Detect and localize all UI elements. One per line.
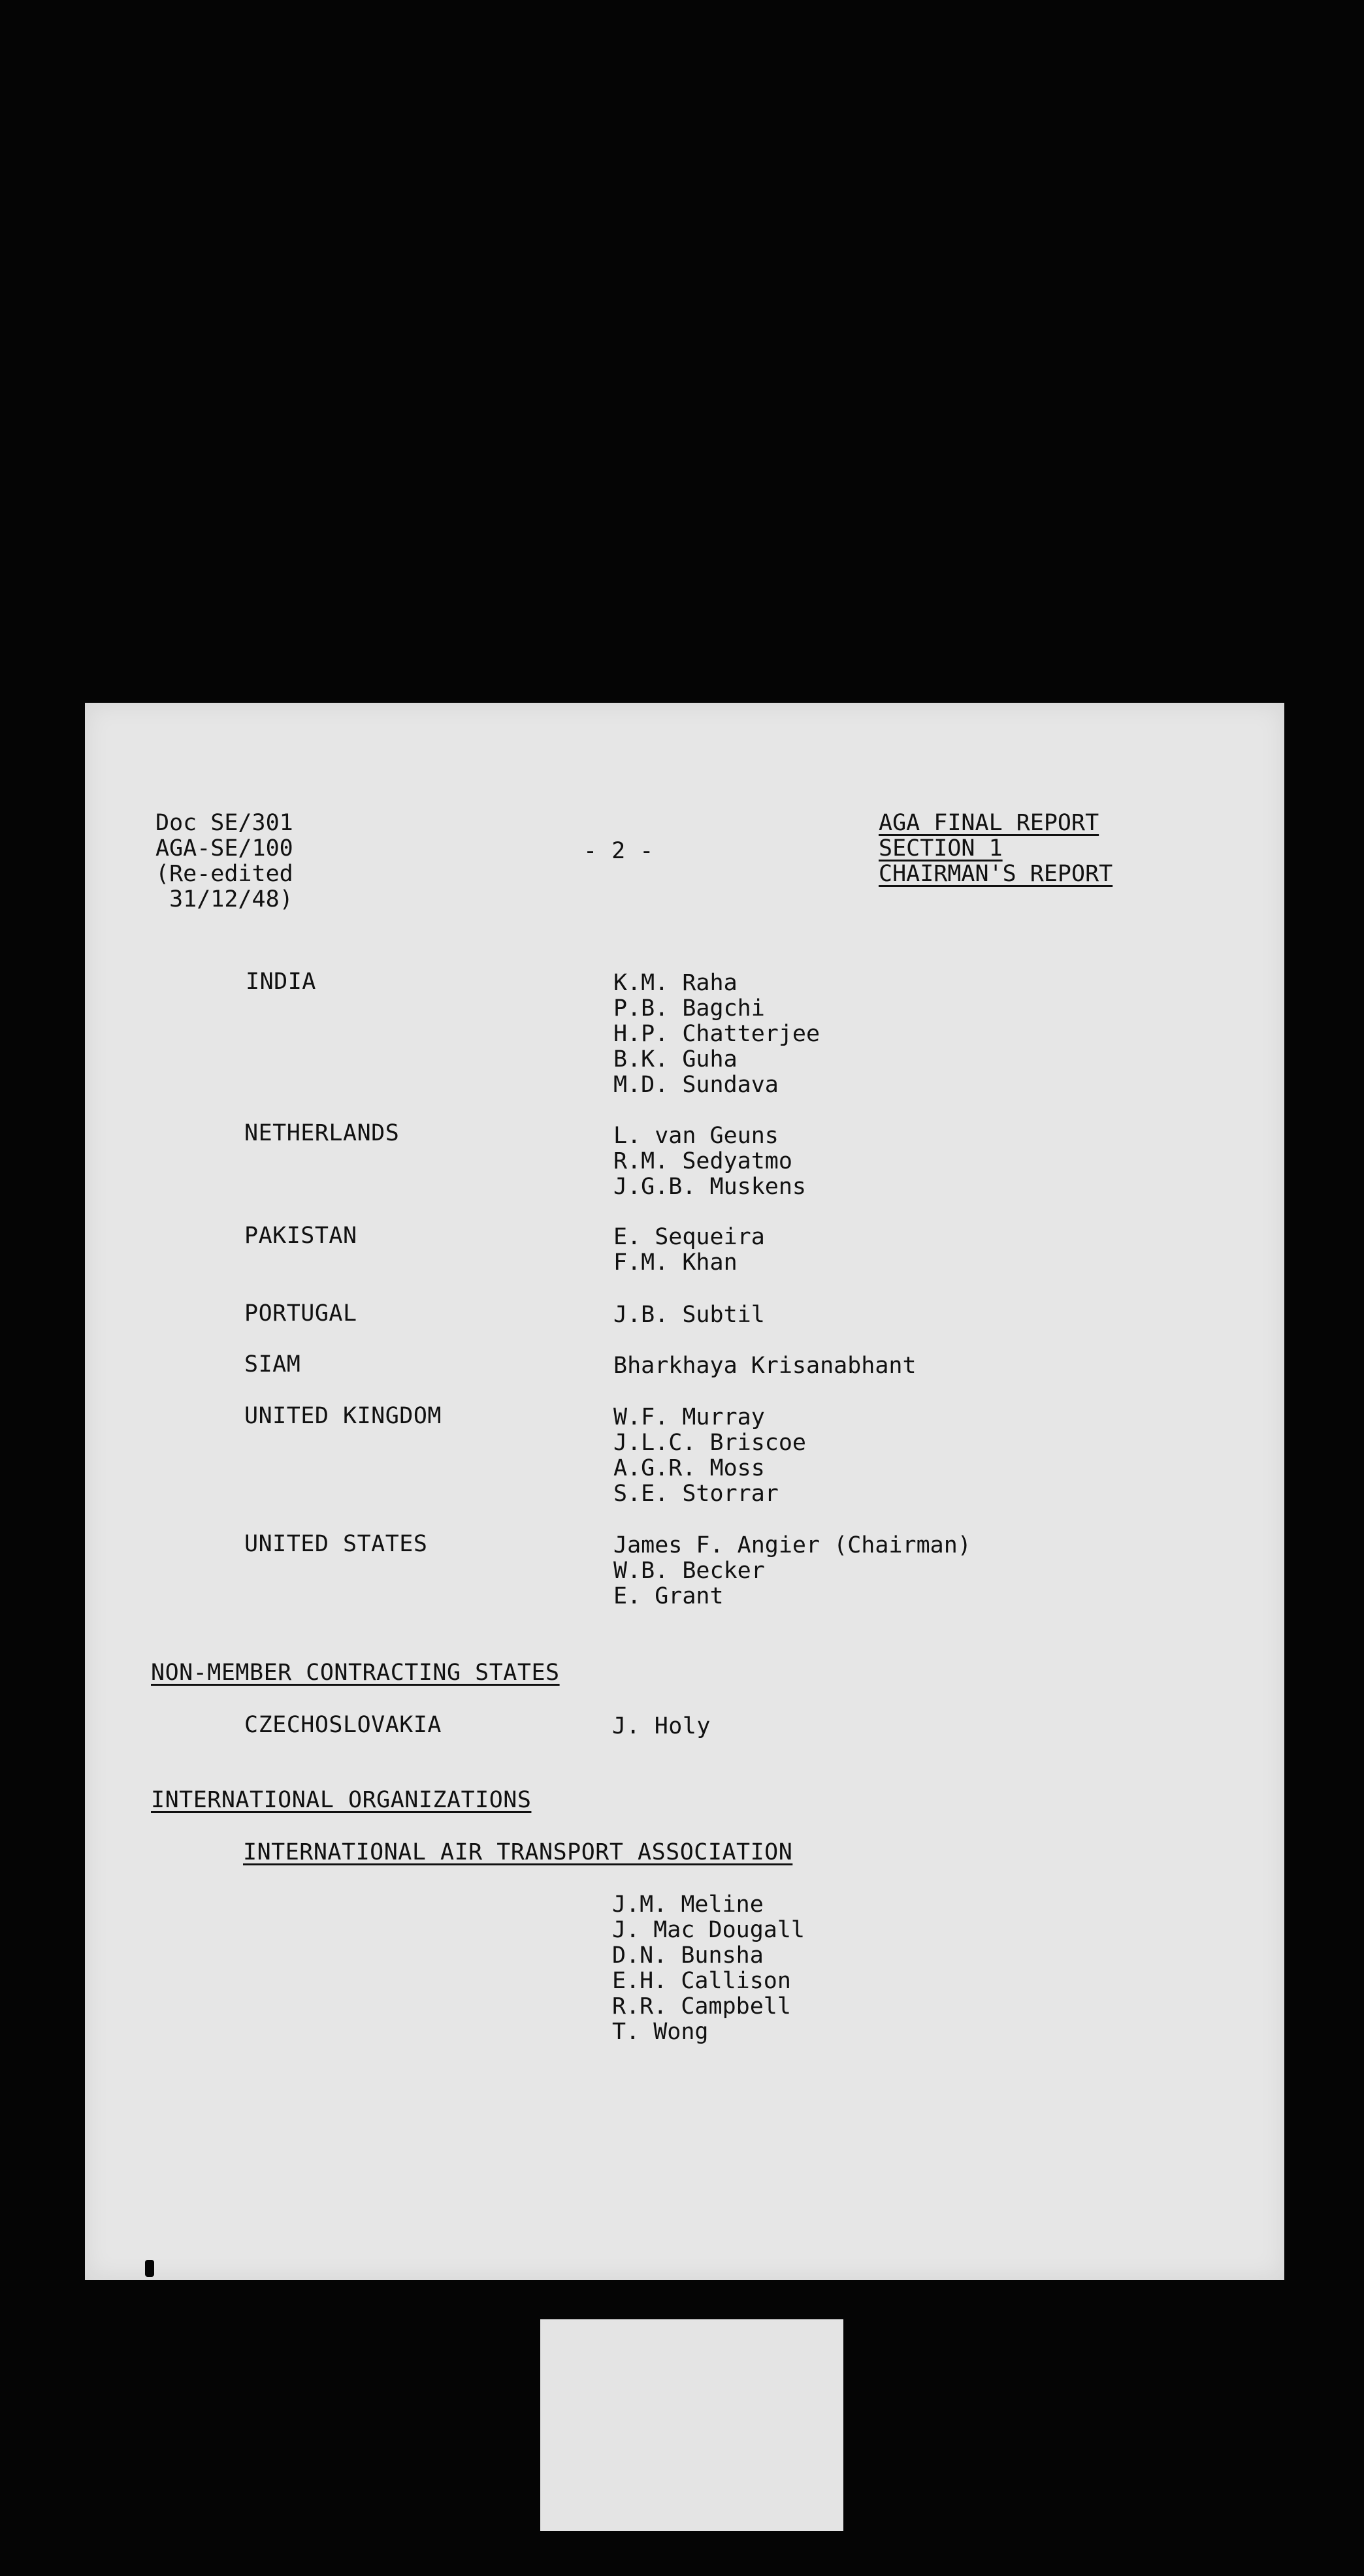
delegate-name: J. Holy: [612, 1713, 711, 1739]
report-title-line: SECTION 1: [879, 835, 1003, 861]
country-label: PORTUGAL: [244, 1300, 357, 1327]
delegate-name: W.F. Murray: [613, 1404, 765, 1430]
delegate-list: [613, 1302, 765, 1328]
country-label: UNITED KINGDOM: [244, 1403, 442, 1429]
section-heading-international: INTERNATIONAL ORGANIZATIONS: [151, 1787, 532, 1813]
delegate-list: [613, 971, 820, 1098]
organization-heading: INTERNATIONAL AIR TRANSPORT ASSOCIATION: [243, 1839, 793, 1865]
page-edge-mark: [145, 2260, 154, 2277]
doc-reference: [155, 811, 293, 912]
delegate-name: E. Grant: [613, 1583, 724, 1609]
delegate-list: [613, 1353, 917, 1379]
section-heading-non-member: NON-MEMBER CONTRACTING STATES: [151, 1660, 560, 1686]
delegate-name: R.R. Campbell: [612, 1993, 791, 2020]
doc-reference-line: AGA-SE/100: [155, 835, 293, 861]
page-number: - 2 -: [583, 838, 654, 864]
delegate-name: B.K. Guha: [613, 1046, 738, 1072]
delegate-name: W.B. Becker: [613, 1558, 765, 1584]
calibration-card: [540, 2319, 843, 2531]
doc-reference-line: 31/12/48): [155, 886, 293, 912]
delegate-name: J. Mac Dougall: [612, 1917, 805, 1943]
doc-reference-line: (Re-edited: [155, 861, 293, 887]
report-title-line: CHAIRMAN'S REPORT: [879, 861, 1113, 887]
delegate-name: J.M. Meline: [612, 1892, 764, 1918]
delegate-name: L. van Geuns: [613, 1123, 779, 1149]
country-label: NETHERLANDS: [244, 1120, 400, 1146]
country-label: INDIA: [246, 969, 316, 995]
doc-reference-line: Doc SE/301: [155, 810, 293, 836]
delegate-list: [613, 1533, 971, 1609]
delegate-list: [613, 1225, 765, 1276]
delegate-name: J.G.B. Muskens: [613, 1174, 807, 1200]
report-title: [879, 811, 1112, 887]
delegate-name: Bharkhaya Krisanabhant: [613, 1353, 917, 1379]
country-label: CZECHOSLOVAKIA: [244, 1712, 442, 1738]
delegate-name: D.N. Bunsha: [612, 1942, 764, 1969]
delegate-name: James F. Angier (Chairman): [613, 1532, 971, 1558]
delegate-name: J.L.C. Briscoe: [613, 1430, 807, 1456]
delegate-name: H.P. Chatterjee: [613, 1021, 820, 1047]
report-title-line: AGA FINAL REPORT: [879, 810, 1099, 836]
delegate-list: [613, 1123, 806, 1200]
country-label: SIAM: [244, 1351, 301, 1377]
delegate-name: E.H. Callison: [612, 1968, 791, 1994]
delegate-name: E. Sequeira: [613, 1224, 765, 1250]
country-label: UNITED STATES: [244, 1531, 428, 1557]
delegate-name: J.B. Subtil: [613, 1302, 765, 1328]
delegate-list: [613, 1405, 806, 1507]
delegate-list: [612, 1892, 805, 2045]
delegate-name: M.D. Sundava: [613, 1072, 779, 1098]
delegate-name: A.G.R. Moss: [613, 1455, 765, 1481]
delegate-name: K.M. Raha: [613, 970, 738, 996]
delegate-name: T. Wong: [612, 2019, 709, 2045]
delegate-name: R.M. Sedyatmo: [613, 1148, 792, 1174]
delegate-name: F.M. Khan: [613, 1249, 738, 1276]
delegate-name: S.E. Storrar: [613, 1481, 779, 1507]
country-label: PAKISTAN: [244, 1223, 357, 1249]
delegate-name: P.B. Bagchi: [613, 995, 765, 1022]
